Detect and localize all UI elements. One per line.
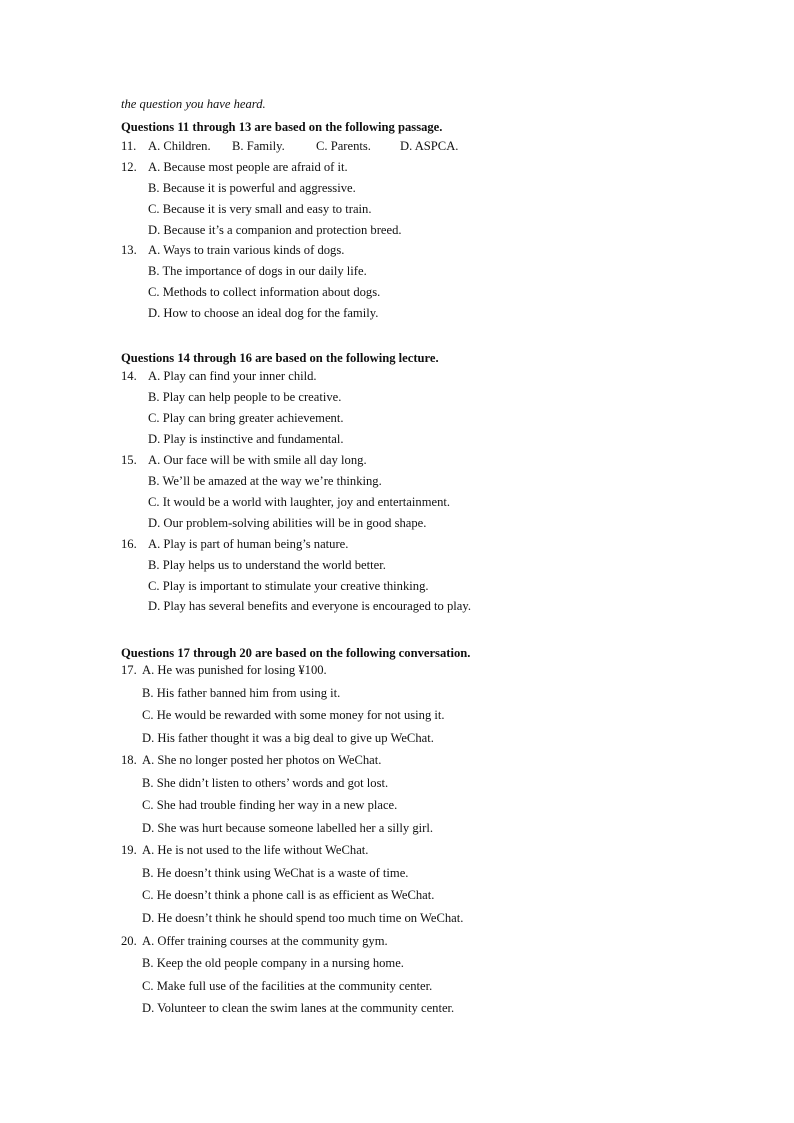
option-a: A. Our face will be with smile all day long. <box>148 453 367 467</box>
option-d: D. Our problem-solving abilities will be in good shape. <box>148 516 427 530</box>
option-c: C. She had trouble finding her way in a new place. <box>142 798 398 812</box>
option-a: A. Play is part of human being’s nature. <box>148 537 349 551</box>
question-number: 12. <box>121 160 137 174</box>
option-a: A. Ways to train various kinds of dogs. <box>148 243 345 257</box>
option-d: D. Because it’s a companion and protection breed. <box>148 223 402 237</box>
question-number: 15. <box>121 453 137 467</box>
question-number: 17. <box>121 663 137 677</box>
option-c: C. It would be a world with laughter, joy and entertainment. <box>148 495 451 509</box>
question-19 <box>121 843 368 858</box>
intro-text: the question you have heard. <box>121 97 266 111</box>
section-heading: Questions 14 through 16 are based on the following lecture. <box>121 351 439 365</box>
option-c: C. He would be rewarded with some money for not using it. <box>142 708 445 722</box>
option-d: D. His father thought it was a big deal to give up WeChat. <box>142 731 434 745</box>
option-d: D. How to choose an ideal dog for the family. <box>148 306 379 320</box>
option-d: D. She was hurt because someone labelled her a silly girl. <box>142 821 433 835</box>
option-d: D. Play has several benefits and everyone is encouraged to play. <box>148 599 472 613</box>
question-number: 11. <box>121 139 137 153</box>
section-heading: Questions 11 through 13 are based on the following passage. <box>121 120 443 134</box>
option-c: C. He doesn’t think a phone call is as efficient as WeChat. <box>142 888 435 902</box>
question-20 <box>121 934 388 949</box>
option-a: A. Offer training courses at the community gym. <box>142 934 388 948</box>
question-18 <box>121 753 381 768</box>
option-a: A. She no longer posted her photos on WeChat. <box>142 753 382 767</box>
option-a: A. Children. <box>148 139 211 153</box>
option-b: B. Keep the old people company in a nursing home. <box>142 956 404 970</box>
option-b: B. He doesn’t think using WeChat is a waste of time. <box>142 866 409 880</box>
option-d: D. Volunteer to clean the swim lanes at the community center. <box>142 1001 455 1015</box>
option-b: B. Play can help people to be creative. <box>148 390 342 404</box>
question-12 <box>121 160 348 175</box>
option-b: B. Play helps us to understand the world better. <box>148 558 386 572</box>
question-number: 18. <box>121 753 137 767</box>
option-a: A. Because most people are afraid of it. <box>148 160 348 174</box>
option-c: C. Because it is very small and easy to train. <box>148 202 372 216</box>
option-d: D. Play is instinctive and fundamental. <box>148 432 344 446</box>
option-b: B. Because it is powerful and aggressive. <box>148 181 356 195</box>
question-number: 19. <box>121 843 137 857</box>
option-c: C. Play can bring greater achievement. <box>148 411 344 425</box>
option-c: C. Parents. <box>316 139 371 153</box>
option-a: A. He is not used to the life without WeChat. <box>142 843 369 857</box>
option-b: B. We’ll be amazed at the way we’re thinking. <box>148 474 382 488</box>
option-b: B. She didn’t listen to others’ words and got lost. <box>142 776 389 790</box>
question-11 <box>121 139 211 154</box>
question-number: 16. <box>121 537 137 551</box>
question-17 <box>121 663 327 678</box>
option-a: A. Play can find your inner child. <box>148 369 317 383</box>
option-c: C. Play is important to stimulate your creative thinking. <box>148 579 429 593</box>
question-number: 14. <box>121 369 137 383</box>
question-15 <box>121 453 367 468</box>
option-b: B. The importance of dogs in our daily life. <box>148 264 367 278</box>
section-heading: Questions 17 through 20 are based on the following conversation. <box>121 646 471 660</box>
question-number: 20. <box>121 934 137 948</box>
option-d: D. ASPCA. <box>400 139 459 153</box>
option-a: A. He was punished for losing ¥100. <box>142 663 327 677</box>
option-b: B. His father banned him from using it. <box>142 686 341 700</box>
question-13 <box>121 243 344 258</box>
question-14 <box>121 369 317 384</box>
option-d: D. He doesn’t think he should spend too much time on WeChat. <box>142 911 464 925</box>
option-c: C. Methods to collect information about dogs. <box>148 285 381 299</box>
question-number: 13. <box>121 243 137 257</box>
option-b: B. Family. <box>232 139 285 153</box>
question-16 <box>121 537 348 552</box>
option-c: C. Make full use of the facilities at the community center. <box>142 979 433 993</box>
